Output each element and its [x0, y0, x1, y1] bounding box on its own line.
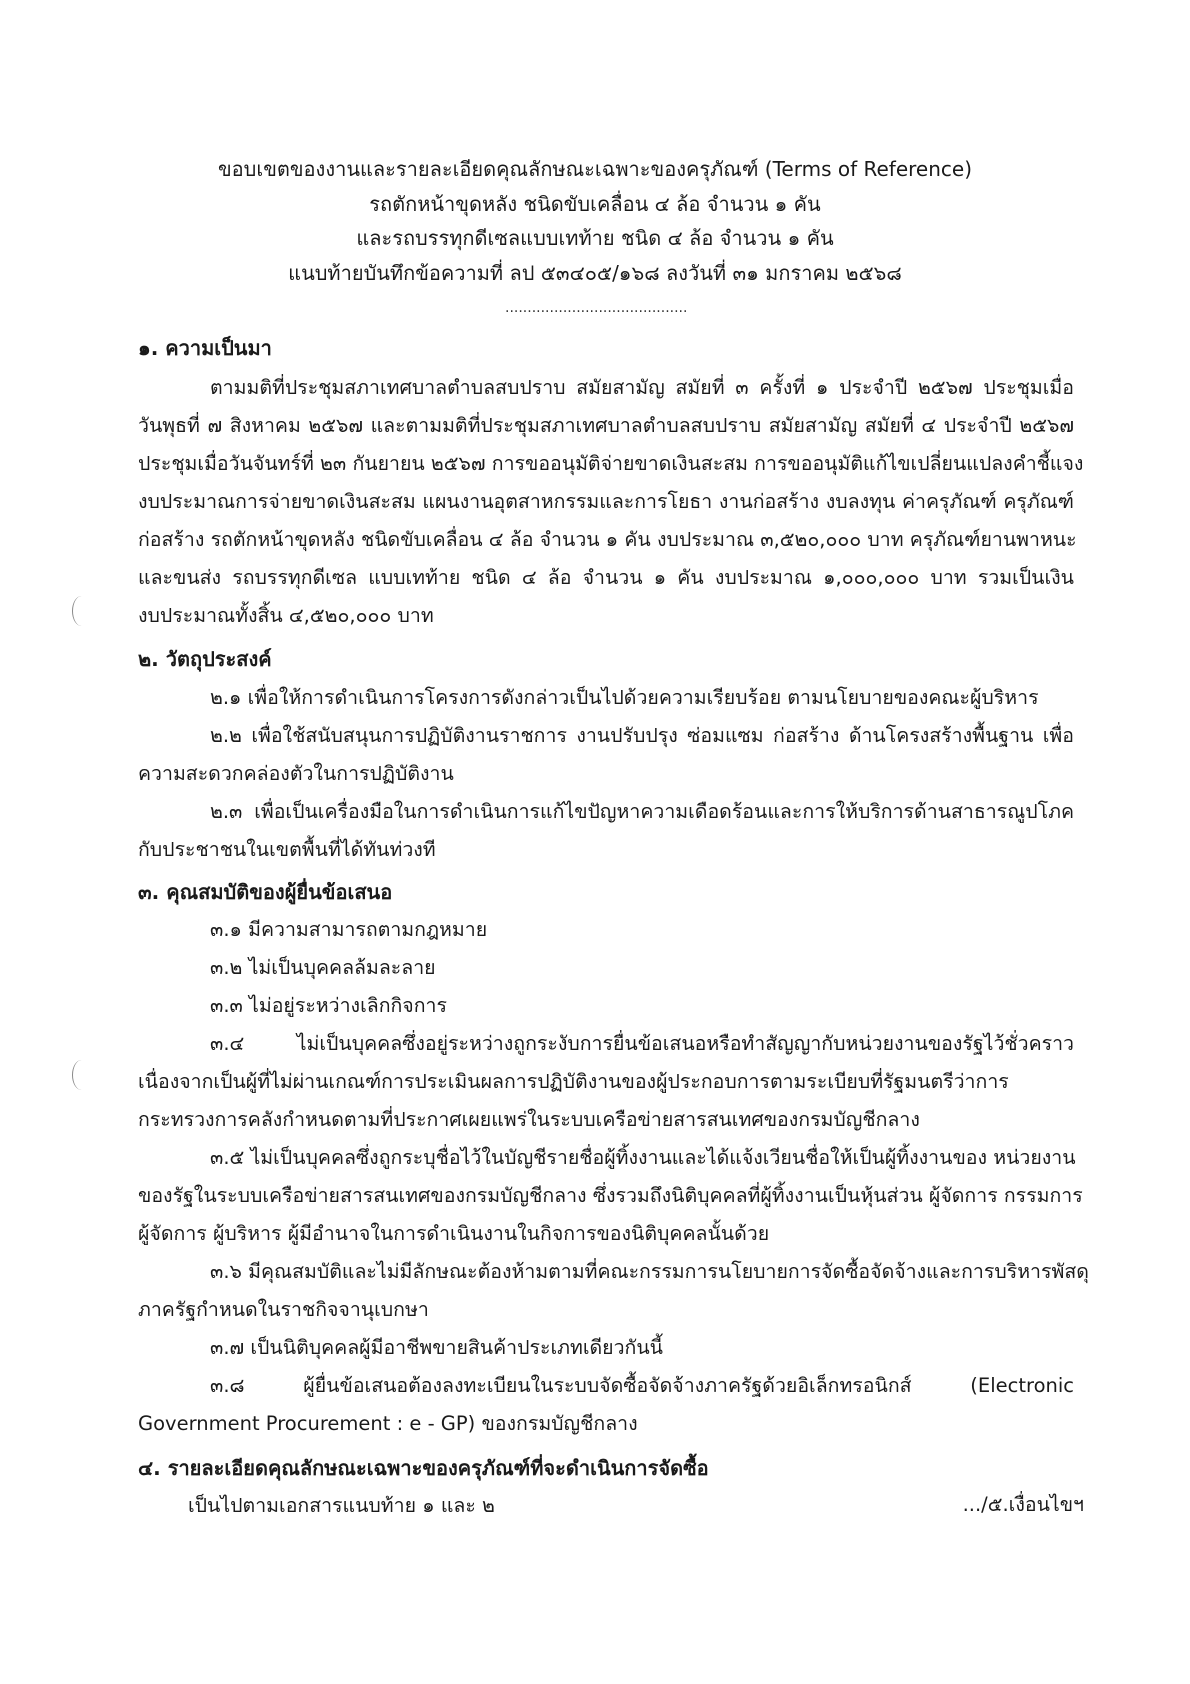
section-1-line: และขนส่ง รถบรรทุกดีเซล แบบเทท้าย ชนิด ๔ ล้อ จำนวน ๑ คัน งบประมาณ ๑,๐๐๐,๐๐๐ บาท รวมเป็นเงิน [138, 566, 1074, 589]
section-1-heading: ๑. ความเป็นมา [138, 336, 272, 360]
punch-hole-mark [72, 1060, 91, 1090]
section-3-line: ๓.๖ มีคุณสมบัติและไม่มีลักษณะต้องห้ามตามที่คณะกรรมการนโยบายการจัดซื้อจัดจ้างและการบริหารพัสดุ [210, 1260, 1089, 1283]
header-reference-line: แนบท้ายบันทึกข้อความที่ ลป ๕๓๔๐๕/๑๖๘ ลงวันที่ ๓๑ มกราคม ๒๕๖๘ [288, 260, 902, 285]
section-2-line: ความสะดวกคล่องตัวในการปฏิบัติงาน [138, 762, 454, 785]
section-4-heading: ๔. รายละเอียดคุณลักษณะเฉพาะของครุภัณฑ์ที่จะดำเนินการจัดซื้อ [138, 1456, 709, 1480]
section-4-line: เป็นไปตามเอกสารแนบท้าย ๑ และ ๒ [188, 1494, 495, 1517]
header-title-line: ขอบเขตของงานและรายละเอียดคุณลักษณะเฉพาะของครุภัณฑ์ (Terms of Reference) [218, 157, 972, 181]
section-2-line: ๒.๓ เพื่อเป็นเครื่องมือในการดำเนินการแก้ไขปัญหาความเดือดร้อนและการให้บริการด้านสาธารณูปโภค [210, 800, 1074, 823]
section-1-line: วันพุธที่ ๗ สิงหาคม ๒๕๖๗ และตามมติที่ประชุมสภาเทศบาลตำบลสบปราบ สมัยสามัญ สมัยที่ ๔ ประจำปี ๒๕๖๗ [138, 414, 1074, 437]
section-3-line: ๓.๓ ไม่อยู่ระหว่างเลิกกิจการ [210, 994, 447, 1017]
section-2-line: กับประชาชนในเขตพื้นที่ได้ทันท่วงที [138, 838, 436, 861]
section-3-line: ของรัฐในระบบเครือข่ายสารสนเทศของกรมบัญชีกลาง ซึ่งรวมถึงนิติบุคคลที่ผู้ทิ้งงานเป็นหุ้นส่วน ผู้จัดการ กรรมการ [138, 1184, 1083, 1207]
punch-hole-mark [72, 596, 91, 626]
section-1-line: ตามมติที่ประชุมสภาเทศบาลตำบลสบปราบ สมัยสามัญ สมัยที่ ๓ ครั้งที่ ๑ ประจำปี ๒๕๖๗ ประชุมเมื่อ [210, 376, 1074, 399]
section-3-line: เนื่องจากเป็นผู้ที่ไม่ผ่านเกณฑ์การประเมินผลการปฏิบัติงานของผู้ประกอบการตามระเบียบที่รัฐมนตรีว่าการ [138, 1070, 1009, 1093]
section-1-line: งบประมาณการจ่ายขาดเงินสะสม แผนงานอุตสาหกรรมและการโยธา งานก่อสร้าง งบลงทุน ค่าครุภัณฑ์ ครุภัณฑ์ [138, 490, 1074, 513]
header-divider: ......................................... [505, 300, 688, 316]
section-3-line: ๓.๔ ไม่เป็นบุคคลซึ่งอยู่ระหว่างถูกระงับการยื่นข้อเสนอหรือทำสัญญากับหน่วยงานของรัฐไว้ชั่วคราว [210, 1032, 1074, 1055]
section-3-line: ผู้จัดการ ผู้บริหาร ผู้มีอำนาจในการดำเนินงานในกิจการของนิติบุคคลนั้นด้วย [138, 1222, 770, 1245]
section-3-line: ภาครัฐกำหนดในราชกิจจานุเบกษา [138, 1298, 429, 1321]
section-3-line: ๓.๘ ผู้ยื่นข้อเสนอต้องลงทะเบียนในระบบจัดซื้อจัดจ้างภาครัฐด้วยอิเล็กทรอนิกส์ (Electronic [210, 1374, 1074, 1397]
section-2-line: ๒.๑ เพื่อให้การดำเนินการโครงการดังกล่าวเป็นไปด้วยความเรียบร้อย ตามนโยบายของคณะผู้บริหาร [210, 686, 1039, 709]
continuation-reference: .../๕.เงื่อนไขฯ [962, 1493, 1084, 1516]
section-3-line: ๓.๗ เป็นนิติบุคคลผู้มีอาชีพขายสินค้าประเภทเดียวกันนี้ [210, 1336, 664, 1359]
section-3-line: ๓.๕ ไม่เป็นบุคคลซึ่งถูกระบุชื่อไว้ในบัญชีรายชื่อผู้ทิ้งงานและได้แจ้งเวียนชื่อให้เป็นผู้ทิ้งงานของ หน่วยงาน [210, 1146, 1076, 1169]
section-3-line: Government Procurement : e - GP) ของกรมบัญชีกลาง [138, 1412, 638, 1435]
section-1-line: งบประมาณทั้งสิ้น ๔,๕๒๐,๐๐๐ บาท [138, 604, 434, 627]
section-2-line: ๒.๒ เพื่อใช้สนับสนุนการปฏิบัติงานราชการ งานปรับปรุง ซ่อมแซม ก่อสร้าง ด้านโครงสร้างพื้นฐาน เพื่อ [210, 724, 1074, 747]
section-1-line: ประชุมเมื่อวันจันทร์ที่ ๒๓ กันยายน ๒๕๖๗ การขออนุมัติจ่ายขาดเงินสะสม การขออนุมัติแก้ไขเปลี่ยนแปลงคำชี้แจง [138, 452, 1084, 475]
section-3-line: ๓.๒ ไม่เป็นบุคคลล้มละลาย [210, 956, 436, 979]
section-2-heading: ๒. วัตถุประสงค์ [138, 647, 272, 671]
section-1-line: ก่อสร้าง รถตักหน้าขุดหลัง ชนิดขับเคลื่อน ๔ ล้อ จำนวน ๑ คัน งบประมาณ ๓,๕๒๐,๐๐๐ บาท ครุภัณฑ์ยานพาหนะ [138, 528, 1077, 551]
section-3-line: ๓.๑ มีความสามารถตามกฎหมาย [210, 918, 488, 941]
header-item-line-2: และรถบรรทุกดีเซลแบบเทท้าย ชนิด ๔ ล้อ จำนวน ๑ คัน [356, 226, 834, 250]
header-item-line-1: รถตักหน้าขุดหลัง ชนิดขับเคลื่อน ๔ ล้อ จำนวน ๑ คัน [369, 191, 821, 216]
section-3-line: กระทรวงการคลังกำหนดตามที่ประกาศเผยแพร่ในระบบเครือข่ายสารสนเทศของกรมบัญชีกลาง [138, 1108, 920, 1131]
section-3-heading: ๓. คุณสมบัติของผู้ยื่นข้อเสนอ [138, 880, 393, 904]
document-header [0, 152, 1190, 290]
